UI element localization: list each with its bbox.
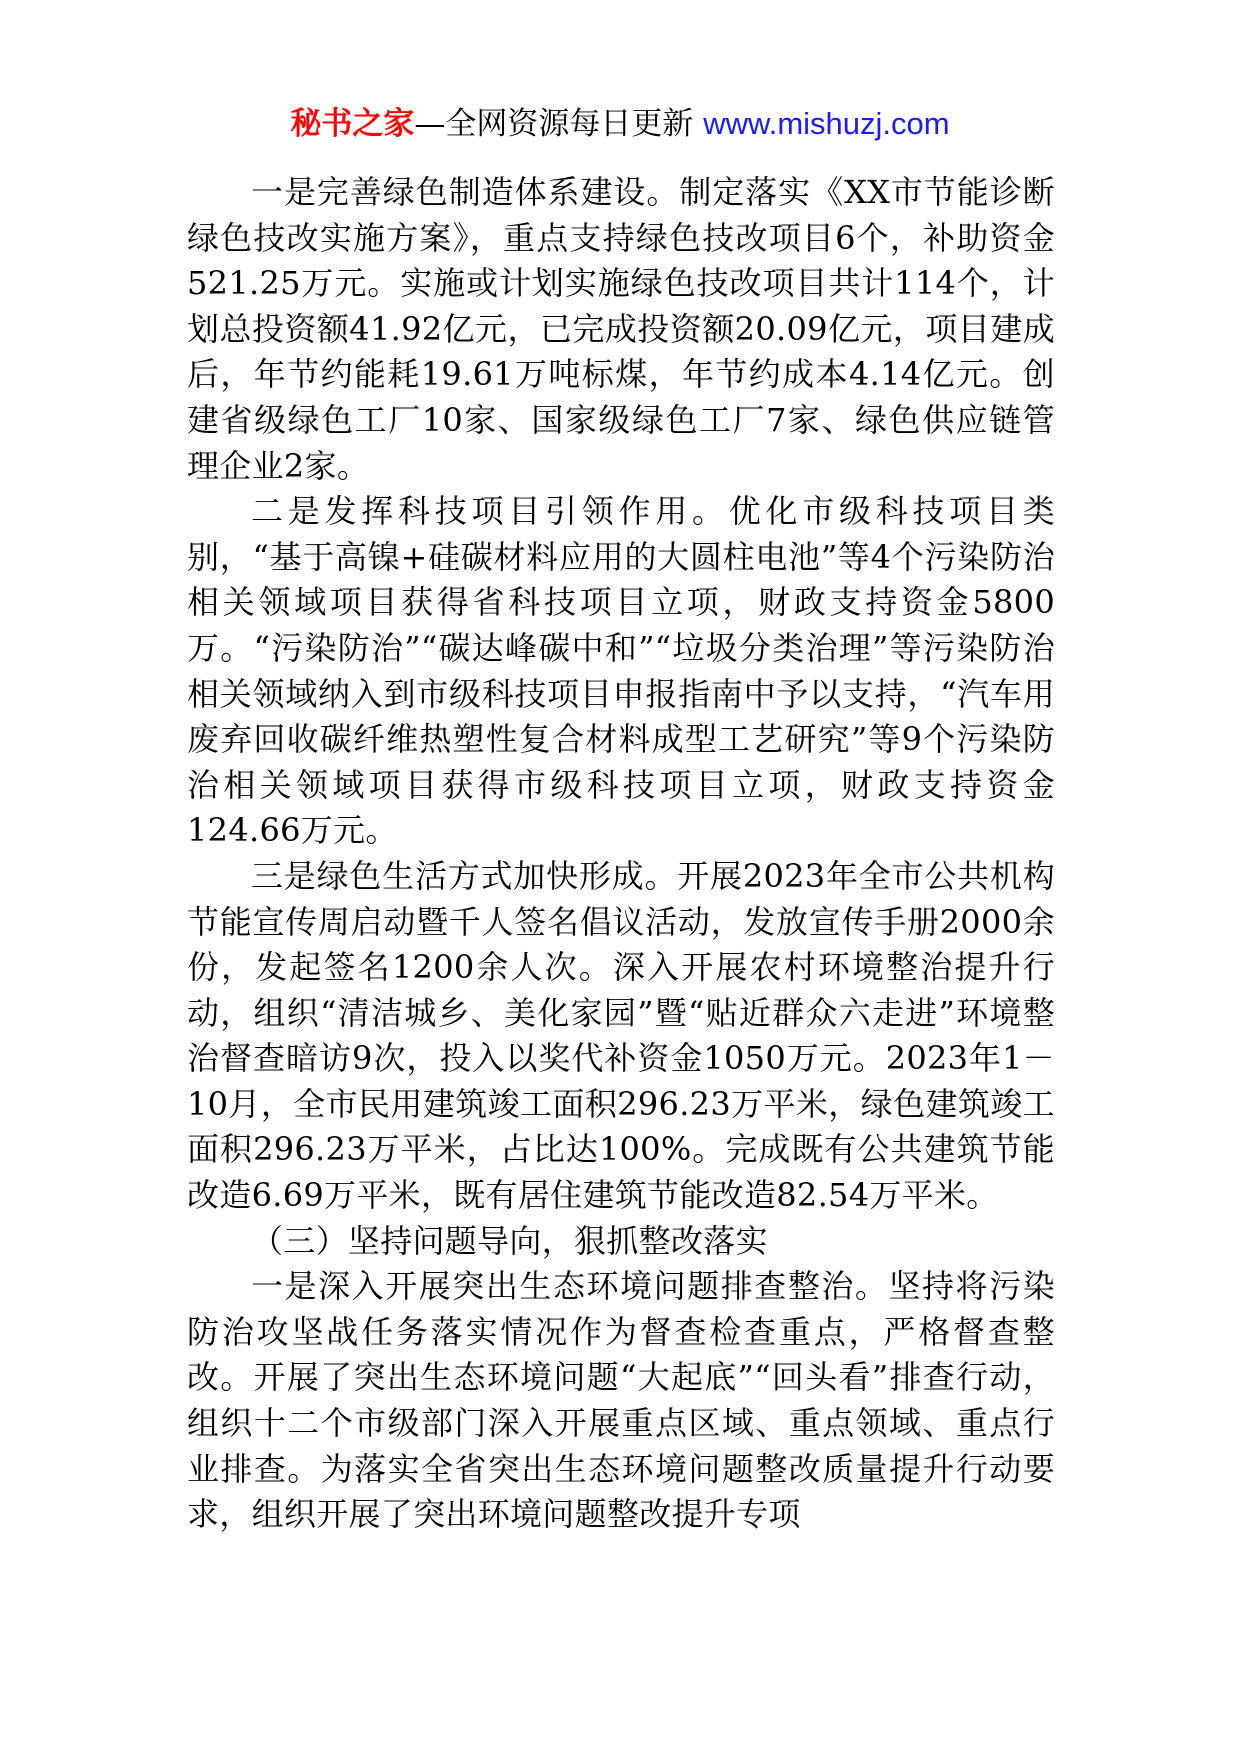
brand-name: 秘书之家	[290, 106, 415, 142]
section-heading-problem-oriented: （三）坚持问题导向，狠抓整改落实	[251, 1221, 768, 1260]
website-link[interactable]: www.mishuzj.com	[703, 106, 950, 141]
page-header	[0, 102, 1240, 146]
paragraph-environmental-rectification: 一是深入开展突出生态环境问题排查整治。坚持将污染防治攻坚战任务落实情况作为督查检查重点，严格督查整改。开展了突出生态环境问题“大起底”“回头看”排查行动，组织十二个市级部门深入开展重点区域、重点领域、重点行业排查。为落实全省突出生态环境问题整改质量提升行动要求，组织开展了突出环境问题整改提升专项	[187, 1267, 1055, 1534]
document-body	[187, 170, 1055, 1538]
header-slogan: —全网资源每日更新	[414, 106, 704, 142]
paragraph-green-lifestyle: 三是绿色生活方式加快形成。开展2023年全市公共机构节能宣传周启动暨千人签名倡议活动，发放宣传手册2000余份，发起签名1200余人次。深入开展农村环境整治提升行动，组织“清洁城乡、美化家园”暨“贴近群众六走进”环境整治督查暗访9次，投入以奖代补资金1050万元。2023年1－10月，全市民用建筑竣工面积296.23万平米，绿色建筑竣工面积296.23万平米，占比达100%。完成既有公共建筑节能改造6.69万平米，既有居住建筑节能改造82.54万平米。	[187, 856, 1055, 1215]
paragraph-green-manufacturing: 一是完善绿色制造体系建设。制定落实《XX市节能诊断绿色技改实施方案》，重点支持绿色技改项目6个，补助资金521.25万元。实施或计划实施绿色技改项目共计114个，计划总投资额41.92亿元，已完成投资额20.09亿元，项目建成后，年节约能耗19.61万吨标煤，年节约成本4.14亿元。创建省级绿色工厂10家、国家级绿色工厂7家、绿色供应链管理企业2家。	[187, 173, 1055, 485]
paragraph-tech-projects: 二是发挥科技项目引领作用。优化市级科技项目类别，“基于高镍+硅碳材料应用的大圆柱电池”等4个污染防治相关领域项目获得省科技项目立项，财政支持资金5800万。“污染防治”“碳达峰碳中和”“垃圾分类治理”等污染防治相关领域纳入到市级科技项目申报指南中予以支持，“汽车用废弃回收碳纤维热塑性复合材料成型工艺研究”等9个污染防治相关领域项目获得市级科技项目立项，财政支持资金124.66万元。	[187, 492, 1055, 850]
